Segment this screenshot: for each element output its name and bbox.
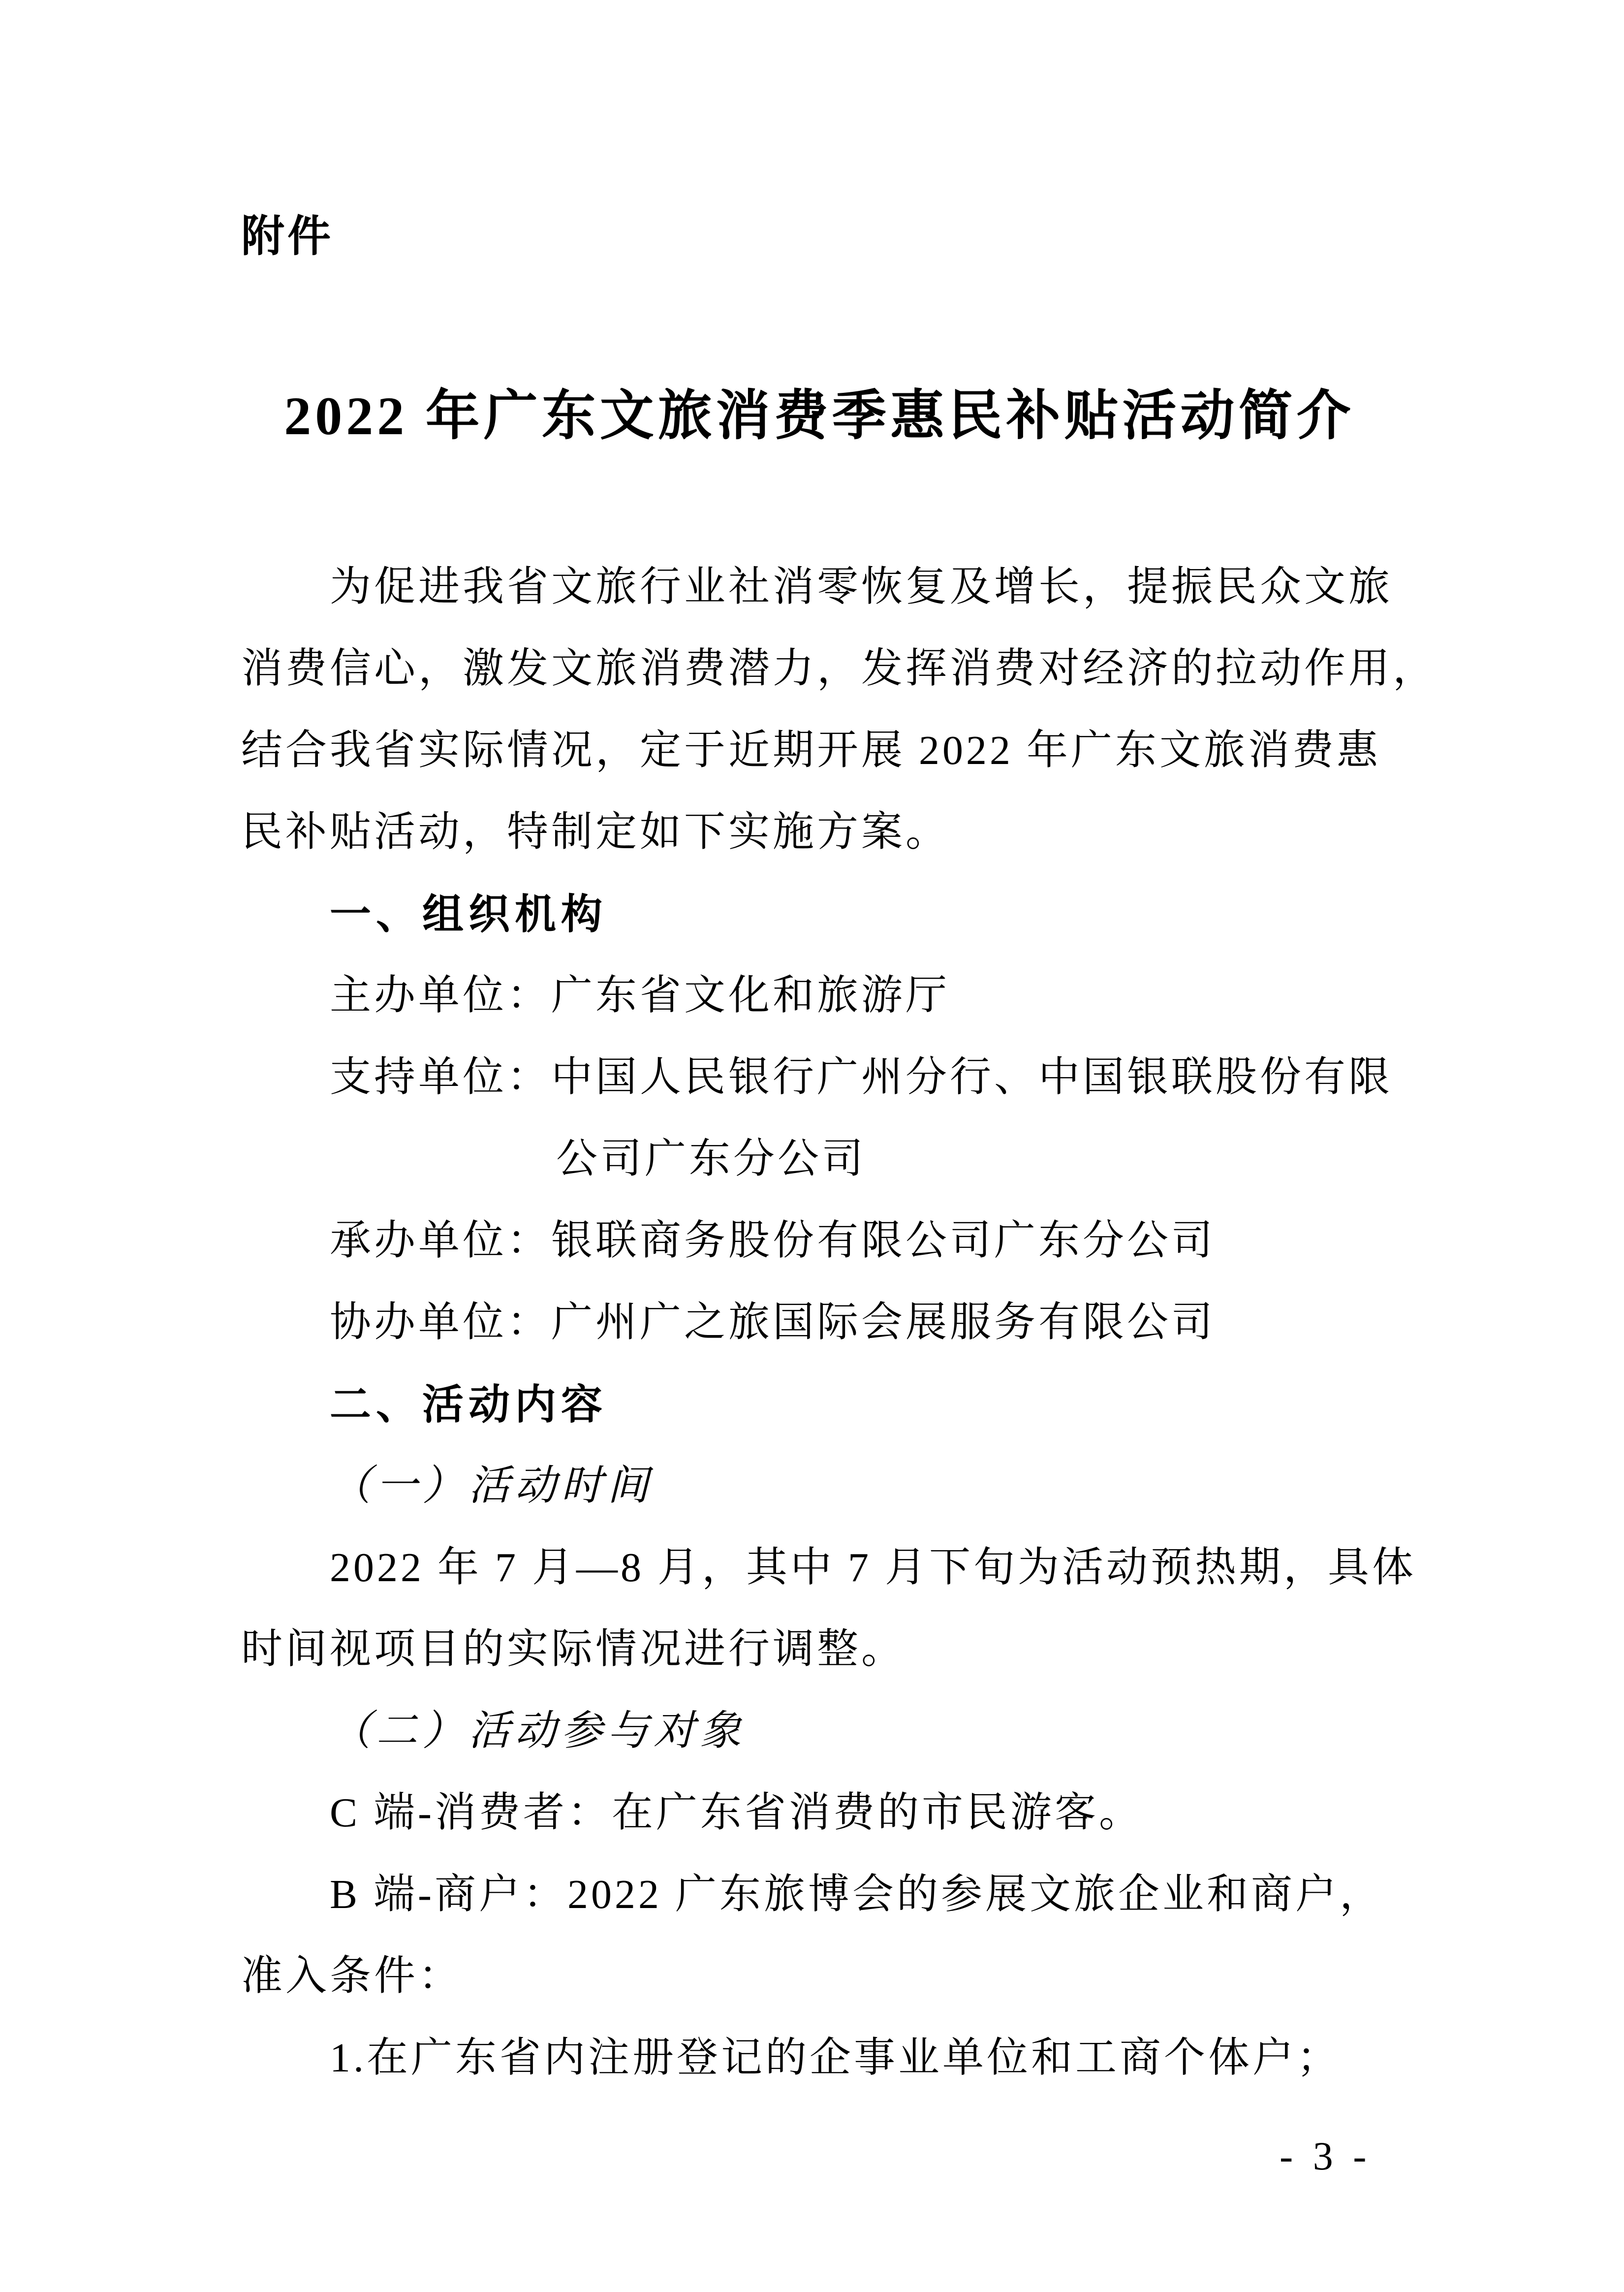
intro-line-1: 为促进我省文旅行业社消零恢复及增长，提振民众文旅 xyxy=(330,564,1393,610)
section2-sub1-heading: （一）活动时间 xyxy=(330,1463,654,1509)
section2-time-line-2: 时间视项目的实际情况进行调整。 xyxy=(241,1626,906,1672)
section2-heading: 二、活动内容 xyxy=(330,1381,608,1428)
section2-merchant-line-2: 准入条件： xyxy=(241,1953,463,1999)
attachment-label: 附件 xyxy=(241,212,334,260)
document-title: 2022 年广东文旅消费季惠民补贴活动简介 xyxy=(284,386,1355,446)
page-number: - 3 - xyxy=(1280,2133,1372,2178)
intro-line-3: 结合我省实际情况，定于近期开展 2022 年广东文旅消费惠 xyxy=(241,728,1381,773)
section1-support-line-1: 支持单位：中国人民银行广州分行、中国银联股份有限 xyxy=(330,1054,1393,1100)
section2-merchant-line-1: B 端-商户：2022 广东旅博会的参展文旅企业和商户， xyxy=(330,1872,1384,1917)
section1-support-line-2: 公司广东分公司 xyxy=(556,1136,867,1182)
section1-host-line: 主办单位：广东省文化和旅游厅 xyxy=(330,973,950,1019)
intro-line-4: 民补贴活动，特制定如下实施方案。 xyxy=(241,809,950,855)
section2-sub2-heading: （二）活动参与对象 xyxy=(330,1708,747,1754)
section1-undertake-line: 承办单位：银联商务股份有限公司广东分公司 xyxy=(330,1218,1216,1264)
section2-time-line-1: 2022 年 7 月—8 月，其中 7 月下旬为活动预热期，具体 xyxy=(330,1545,1417,1591)
section2-consumer-line: C 端-消费者：在广东省消费的市民游客。 xyxy=(330,1790,1144,1836)
section1-heading: 一、组织机构 xyxy=(330,891,608,937)
section2-condition-item-1: 1.在广东省内注册登记的企事业单位和工商个体户； xyxy=(330,2035,1342,2081)
section1-coorganize-line: 协办单位：广州广之旅国际会展服务有限公司 xyxy=(330,1300,1216,1345)
intro-line-2: 消费信心，激发文旅消费潜力，发挥消费对经济的拉动作用， xyxy=(241,646,1437,692)
document-body xyxy=(241,546,1437,2099)
